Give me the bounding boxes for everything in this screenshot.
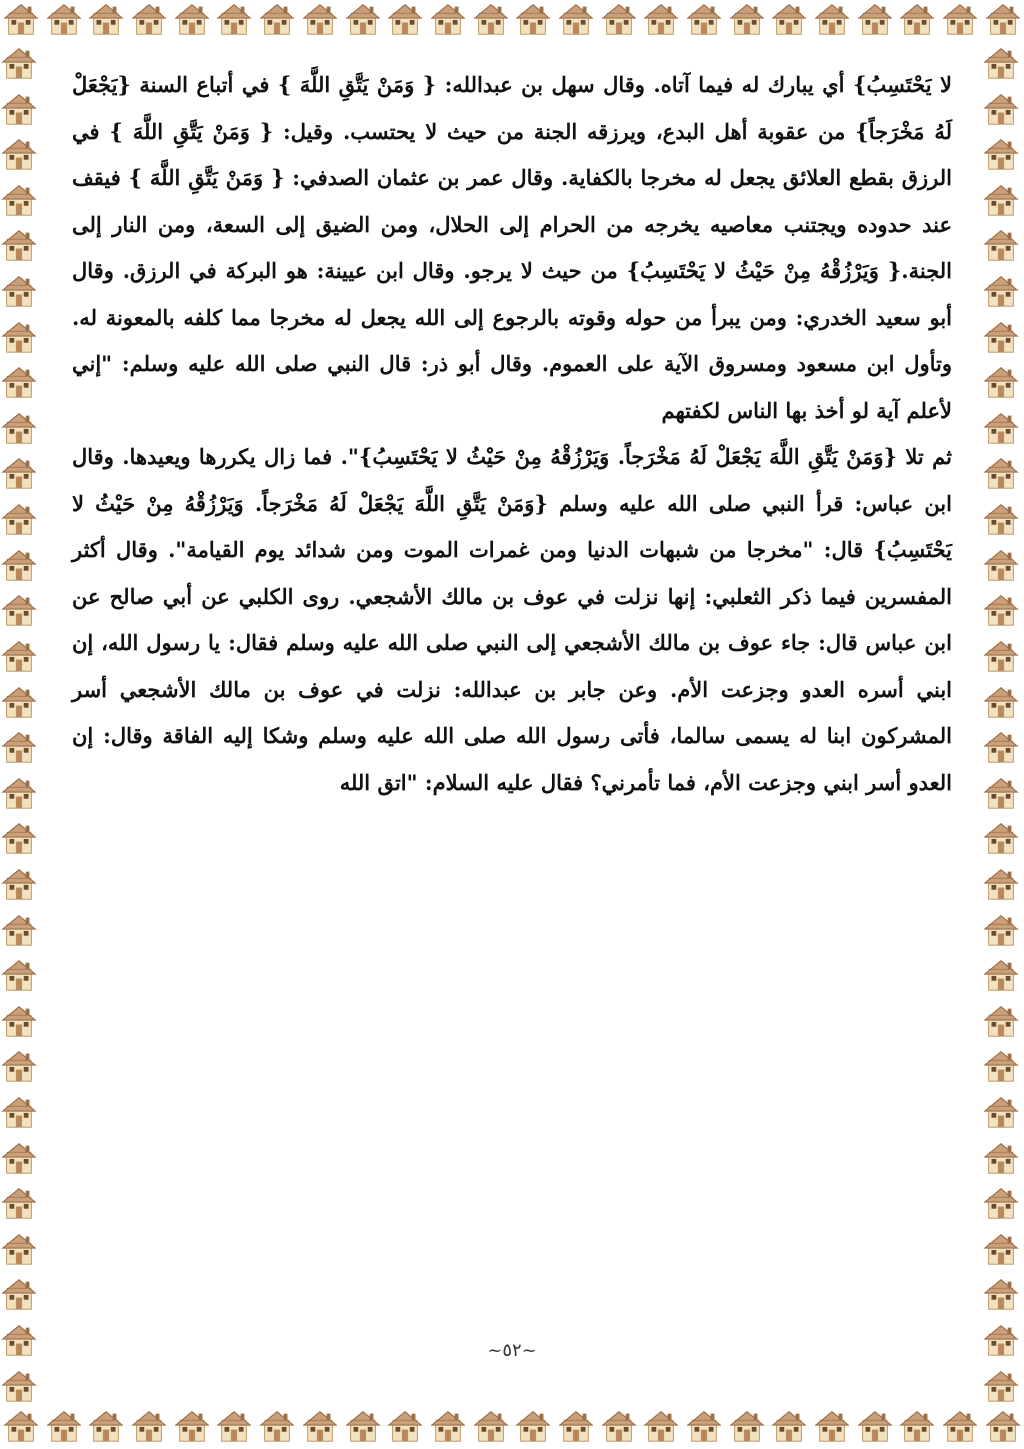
house-icon: [856, 0, 894, 38]
house-icon: [87, 0, 125, 38]
house-icon: [0, 44, 38, 82]
house-icon: [982, 1367, 1020, 1405]
house-icon: [642, 0, 680, 38]
house-icon: [215, 0, 253, 38]
house-icon: [813, 1407, 851, 1445]
paragraph-2: ثم تلا {وَمَنْ يَتَّقِ اللَّهَ يَجْعَلْ لَهُ مَخْرَجاً. وَيَرْزُقْهُ مِنْ حَيْثُ لا يَحْتَسِبُ}". فما زال يكررها ويعيدها. وقال ابن عباس: قرأ النبي صلى الله عليه وسلم {وَمَنْ يَتَّقِ اللَّهَ يَجْعَلْ لَهُ مَخْرَجاً. وَيَرْزُقْهُ مِنْ حَيْثُ لا يَحْتَسِبُ} قال: "مخرجا من شبهات الدنيا ومن غمرات الموت ومن شدائد يوم القيامة". وقال أكثر المفسرين فيما ذكر الثعلبي: إنها نزلت في عوف بن مالك الأشجعي. روى الكلبي عن أبي صالح عن ابن عباس قال: جاء عوف بن مالك الأشجعي إلى النبي صلى الله عليه وسلم فقال: يا رسول الله، إن ابني أسره العدو وجزعت الأم. وعن جابر بن عبدالله: نزلت في عوف بن مالك الأشجعي أسر المشركون ابنا له يسمى سالما، فأتى رسول الله صلى الله عليه وسلم وشكا إليه الفاقة وقال: إن العدو أسر ابني وجزعت الأم، فما تأمرني؟ فقال عليه السلام: "اتق الله: [72, 444, 952, 795]
house-icon: [770, 0, 808, 38]
house-icon: [982, 637, 1020, 675]
house-icon: [0, 1002, 38, 1040]
house-icon: [344, 1407, 382, 1445]
house-icon: [386, 0, 424, 38]
house-icon: [0, 819, 38, 857]
house-icon: [0, 728, 38, 766]
house-icon: [0, 1367, 38, 1405]
house-icon: [0, 1139, 38, 1177]
house-icon: [0, 865, 38, 903]
house-icon: [0, 272, 38, 310]
house-icon: [941, 0, 979, 38]
house-icon: [982, 546, 1020, 584]
house-icon: [514, 1407, 552, 1445]
house-icon: [429, 0, 467, 38]
house-icon: [2, 1407, 40, 1445]
house-icon: [982, 1047, 1020, 1085]
house-icon: [982, 1275, 1020, 1313]
house-icon: [130, 1407, 168, 1445]
house-icon: [0, 591, 38, 629]
house-icon: [982, 728, 1020, 766]
house-icon: [301, 0, 339, 38]
page-text: [72, 62, 952, 1332]
house-icon: [941, 1407, 979, 1445]
house-icon: [0, 226, 38, 264]
left-border: [0, 44, 42, 1405]
house-icon: [258, 0, 296, 38]
house-icon: [0, 409, 38, 447]
house-icon: [898, 0, 936, 38]
house-icon: [2, 0, 40, 38]
house-icon: [0, 90, 38, 128]
house-icon: [984, 0, 1022, 38]
house-icon: [813, 0, 851, 38]
house-icon: [0, 637, 38, 675]
house-icon: [982, 272, 1020, 310]
house-icon: [173, 0, 211, 38]
house-icon: [215, 1407, 253, 1445]
house-icon: [386, 1407, 424, 1445]
house-icon: [982, 819, 1020, 857]
paragraph-1: لا يَحْتَسِبُ} أي يبارك له فيما آتاه. وقال سهل بن عبدالله: { وَمَنْ يَتَّقِ اللَّهَ } في أتباع السنة {يَجْعَلْ لَهُ مَخْرَجاً} من عقوبة أهل البدع، ويرزقه الجنة من حيث لا يحتسب. وقيل: { وَمَنْ يَتَّقِ اللَّهَ } في الرزق بقطع العلائق يجعل له مخرجا بالكفاية. وقال عمر بن عثمان الصدفي: { وَمَنْ يَتَّقِ اللَّهَ } فيقف عند حدوده ويجتنب معاصيه يخرجه من الحرام إلى الحلال، ومن الضيق إلى السعة، ومن النار إلى الجنة.{ وَيَرْزُقْهُ مِنْ حَيْثُ لا يَحْتَسِبُ} من حيث لا يرجو. وقال ابن عيينة: هو البركة في الرزق. وقال أبو سعيد الخدري: ومن يبرأ من حوله وقوته بالرجوع إلى الله يجعل له مخرجا مما كلفه بالمعونة له. وتأول ابن مسعود ومسروق الآية على العموم. وقال أبو ذر: قال النبي صلى الله عليه وسلم: "إني لأعلم آية لو أخذ بها الناس لكفتهم: [72, 72, 952, 423]
house-icon: [557, 1407, 595, 1445]
house-icon: [429, 1407, 467, 1445]
house-icon: [0, 363, 38, 401]
house-icon: [982, 44, 1020, 82]
house-icon: [0, 1047, 38, 1085]
house-icon: [301, 1407, 339, 1445]
house-icon: [685, 1407, 723, 1445]
house-icon: [982, 683, 1020, 721]
house-icon: [982, 1002, 1020, 1040]
house-icon: [472, 0, 510, 38]
house-icon: [982, 911, 1020, 949]
house-icon: [0, 500, 38, 538]
house-icon: [258, 1407, 296, 1445]
house-icon: [982, 90, 1020, 128]
house-icon: [344, 0, 382, 38]
house-icon: [982, 135, 1020, 173]
house-icon: [0, 1230, 38, 1268]
house-icon: [0, 1275, 38, 1313]
top-border: [0, 0, 1024, 42]
house-icon: [0, 1184, 38, 1222]
house-icon: [982, 409, 1020, 447]
house-icon: [557, 0, 595, 38]
house-icon: [173, 1407, 211, 1445]
house-icon: [642, 1407, 680, 1445]
house-icon: [982, 591, 1020, 629]
house-icon: [0, 318, 38, 356]
right-border: [982, 44, 1024, 1405]
house-icon: [0, 546, 38, 584]
house-icon: [984, 1407, 1022, 1445]
house-icon: [982, 226, 1020, 264]
house-icon: [982, 1184, 1020, 1222]
house-icon: [982, 500, 1020, 538]
house-icon: [0, 911, 38, 949]
house-icon: [130, 0, 168, 38]
house-icon: [45, 1407, 83, 1445]
house-icon: [87, 1407, 125, 1445]
house-icon: [472, 1407, 510, 1445]
house-icon: [45, 0, 83, 38]
house-icon: [982, 865, 1020, 903]
house-icon: [514, 0, 552, 38]
house-icon: [0, 1093, 38, 1131]
house-icon: [685, 0, 723, 38]
bottom-border: [0, 1407, 1024, 1449]
house-icon: [982, 181, 1020, 219]
house-icon: [982, 774, 1020, 812]
house-icon: [770, 1407, 808, 1445]
house-icon: [982, 1139, 1020, 1177]
house-icon: [600, 0, 638, 38]
house-icon: [600, 1407, 638, 1445]
house-icon: [728, 1407, 766, 1445]
house-icon: [0, 454, 38, 492]
house-icon: [0, 135, 38, 173]
house-icon: [0, 774, 38, 812]
house-icon: [0, 181, 38, 219]
house-icon: [856, 1407, 894, 1445]
house-icon: [898, 1407, 936, 1445]
house-icon: [982, 1093, 1020, 1131]
house-icon: [982, 363, 1020, 401]
house-icon: [982, 1230, 1020, 1268]
house-icon: [0, 683, 38, 721]
house-icon: [982, 454, 1020, 492]
house-icon: [728, 0, 766, 38]
house-icon: [0, 956, 38, 994]
house-icon: [982, 318, 1020, 356]
page-number: ~٥٢~: [487, 1340, 537, 1361]
house-icon: [982, 956, 1020, 994]
